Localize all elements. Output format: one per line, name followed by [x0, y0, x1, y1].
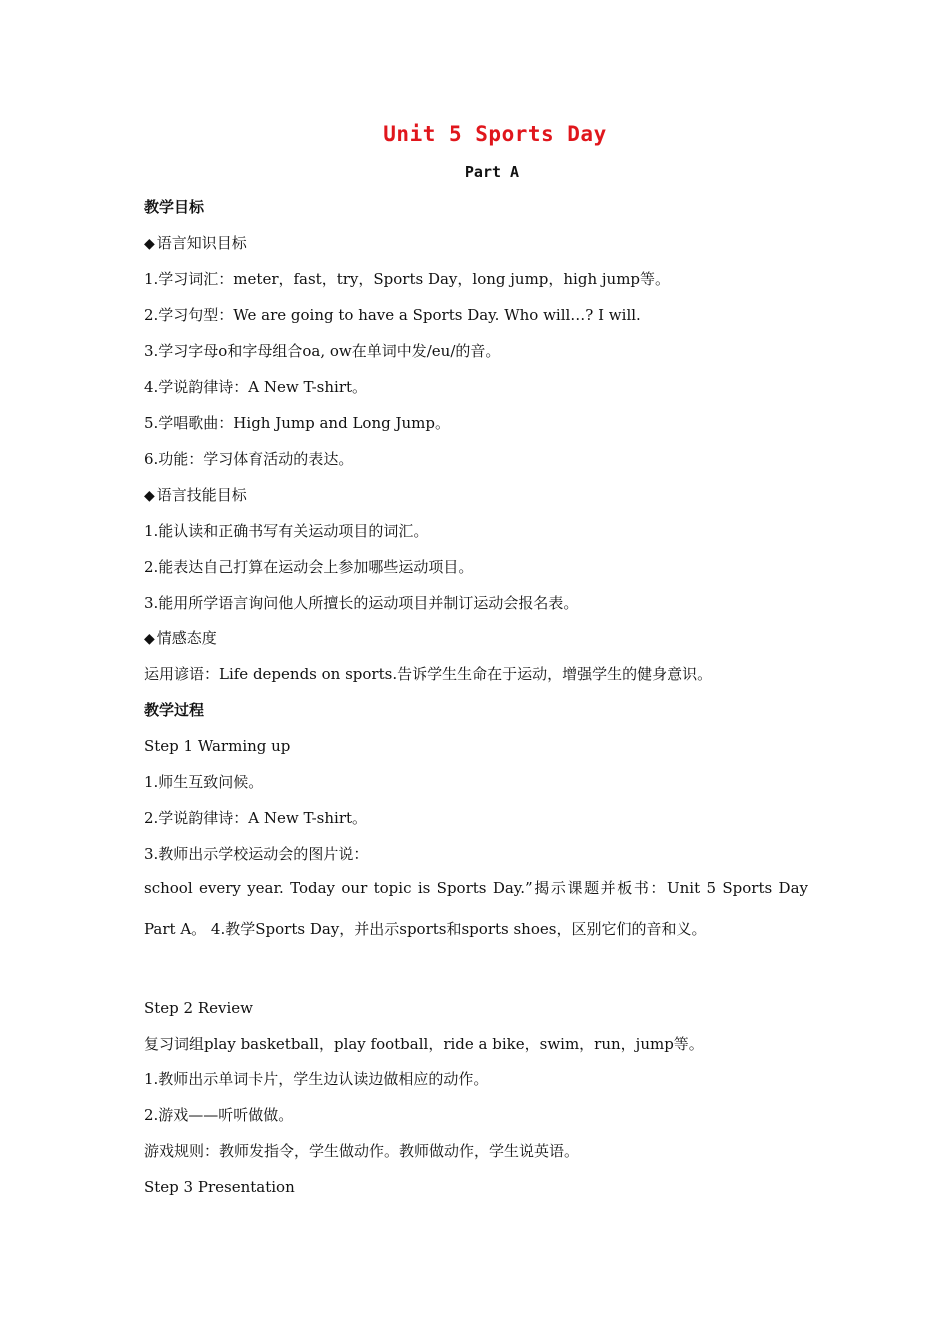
emotion-heading-row — [144, 627, 814, 650]
step-1-heading: Step 1 Warming up — [144, 737, 291, 755]
review-intro: 复习词组play basketball，play football，ride a bike，swim，run，jump等。 — [144, 1035, 704, 1053]
review-rules: 游戏规则：教师发指令，学生做动作。教师做动作，学生说英语。 — [144, 1142, 580, 1160]
document-subtitle: Part A — [464, 163, 520, 181]
warmup-item-2: 2.学说韵律诗：A New T-shirt。 — [144, 809, 368, 827]
diamond-bullet-icon: ◆ — [144, 488, 155, 504]
warmup-item-1: 1.师生互致问候。 — [144, 773, 264, 791]
review-item-2: 2.游戏——听听做做。 — [144, 1106, 294, 1124]
knowledge-item-3: 3.学习字母o和字母组合oa, ow在单词中发/eu/的音。 — [144, 342, 501, 360]
goals-heading: 教学目标 — [144, 198, 205, 216]
review-item-1: 1.教师出示单词卡片，学生边认读边做相应的动作。 — [144, 1070, 489, 1088]
knowledge-heading-row — [144, 232, 814, 255]
skills-item-1: 1.能认读和正确书写有关运动项目的词汇。 — [144, 522, 429, 540]
skills-item-2: 2.能表达自己打算在运动会上参加哪些运动项目。 — [144, 558, 474, 576]
knowledge-item-1: 1.学习词汇：meter，fast，try，Sports Day，long jump，high jump等。 — [144, 270, 671, 288]
skills-item-3: 3.能用所学语言询问他人所擅长的运动项目并制订运动会报名表。 — [144, 594, 579, 612]
step-2-heading: Step 2 Review — [144, 999, 254, 1017]
warmup-paragraph: school every year. Today our topic is Sports Day.”揭示课题并板书：Unit 5 Sports Day Part A。 4.教学Sports Day，并出示sports和sports shoes，区别它们的音和义。 — [144, 879, 808, 938]
knowledge-item-4: 4.学说韵律诗：A New T-shirt。 — [144, 378, 368, 396]
knowledge-item-2: 2.学习句型：We are going to have a Sports Day. Who will…? I will. — [144, 306, 641, 324]
knowledge-item-5: 5.学唱歌曲：High Jump and Long Jump。 — [144, 414, 450, 432]
warmup-item-3: 3.教师出示学校运动会的图片说： — [144, 845, 369, 863]
diamond-bullet-icon: ◆ — [144, 236, 155, 252]
knowledge-item-6: 6.功能：学习体育活动的表达。 — [144, 450, 354, 468]
skills-heading: 语言技能目标 — [156, 486, 247, 504]
diamond-bullet-icon: ◆ — [144, 631, 155, 647]
emotion-item-1: 运用谚语：Life depends on sports.告诉学生生命在于运动，增强学生的健身意识。 — [144, 665, 713, 683]
step-3-heading: Step 3 Presentation — [144, 1178, 295, 1196]
knowledge-heading: 语言知识目标 — [156, 234, 247, 252]
emotion-heading: 情感态度 — [156, 629, 217, 647]
document-title: Unit 5 Sports Day — [383, 122, 607, 146]
process-heading: 教学过程 — [144, 701, 205, 719]
skills-heading-row — [144, 484, 814, 507]
